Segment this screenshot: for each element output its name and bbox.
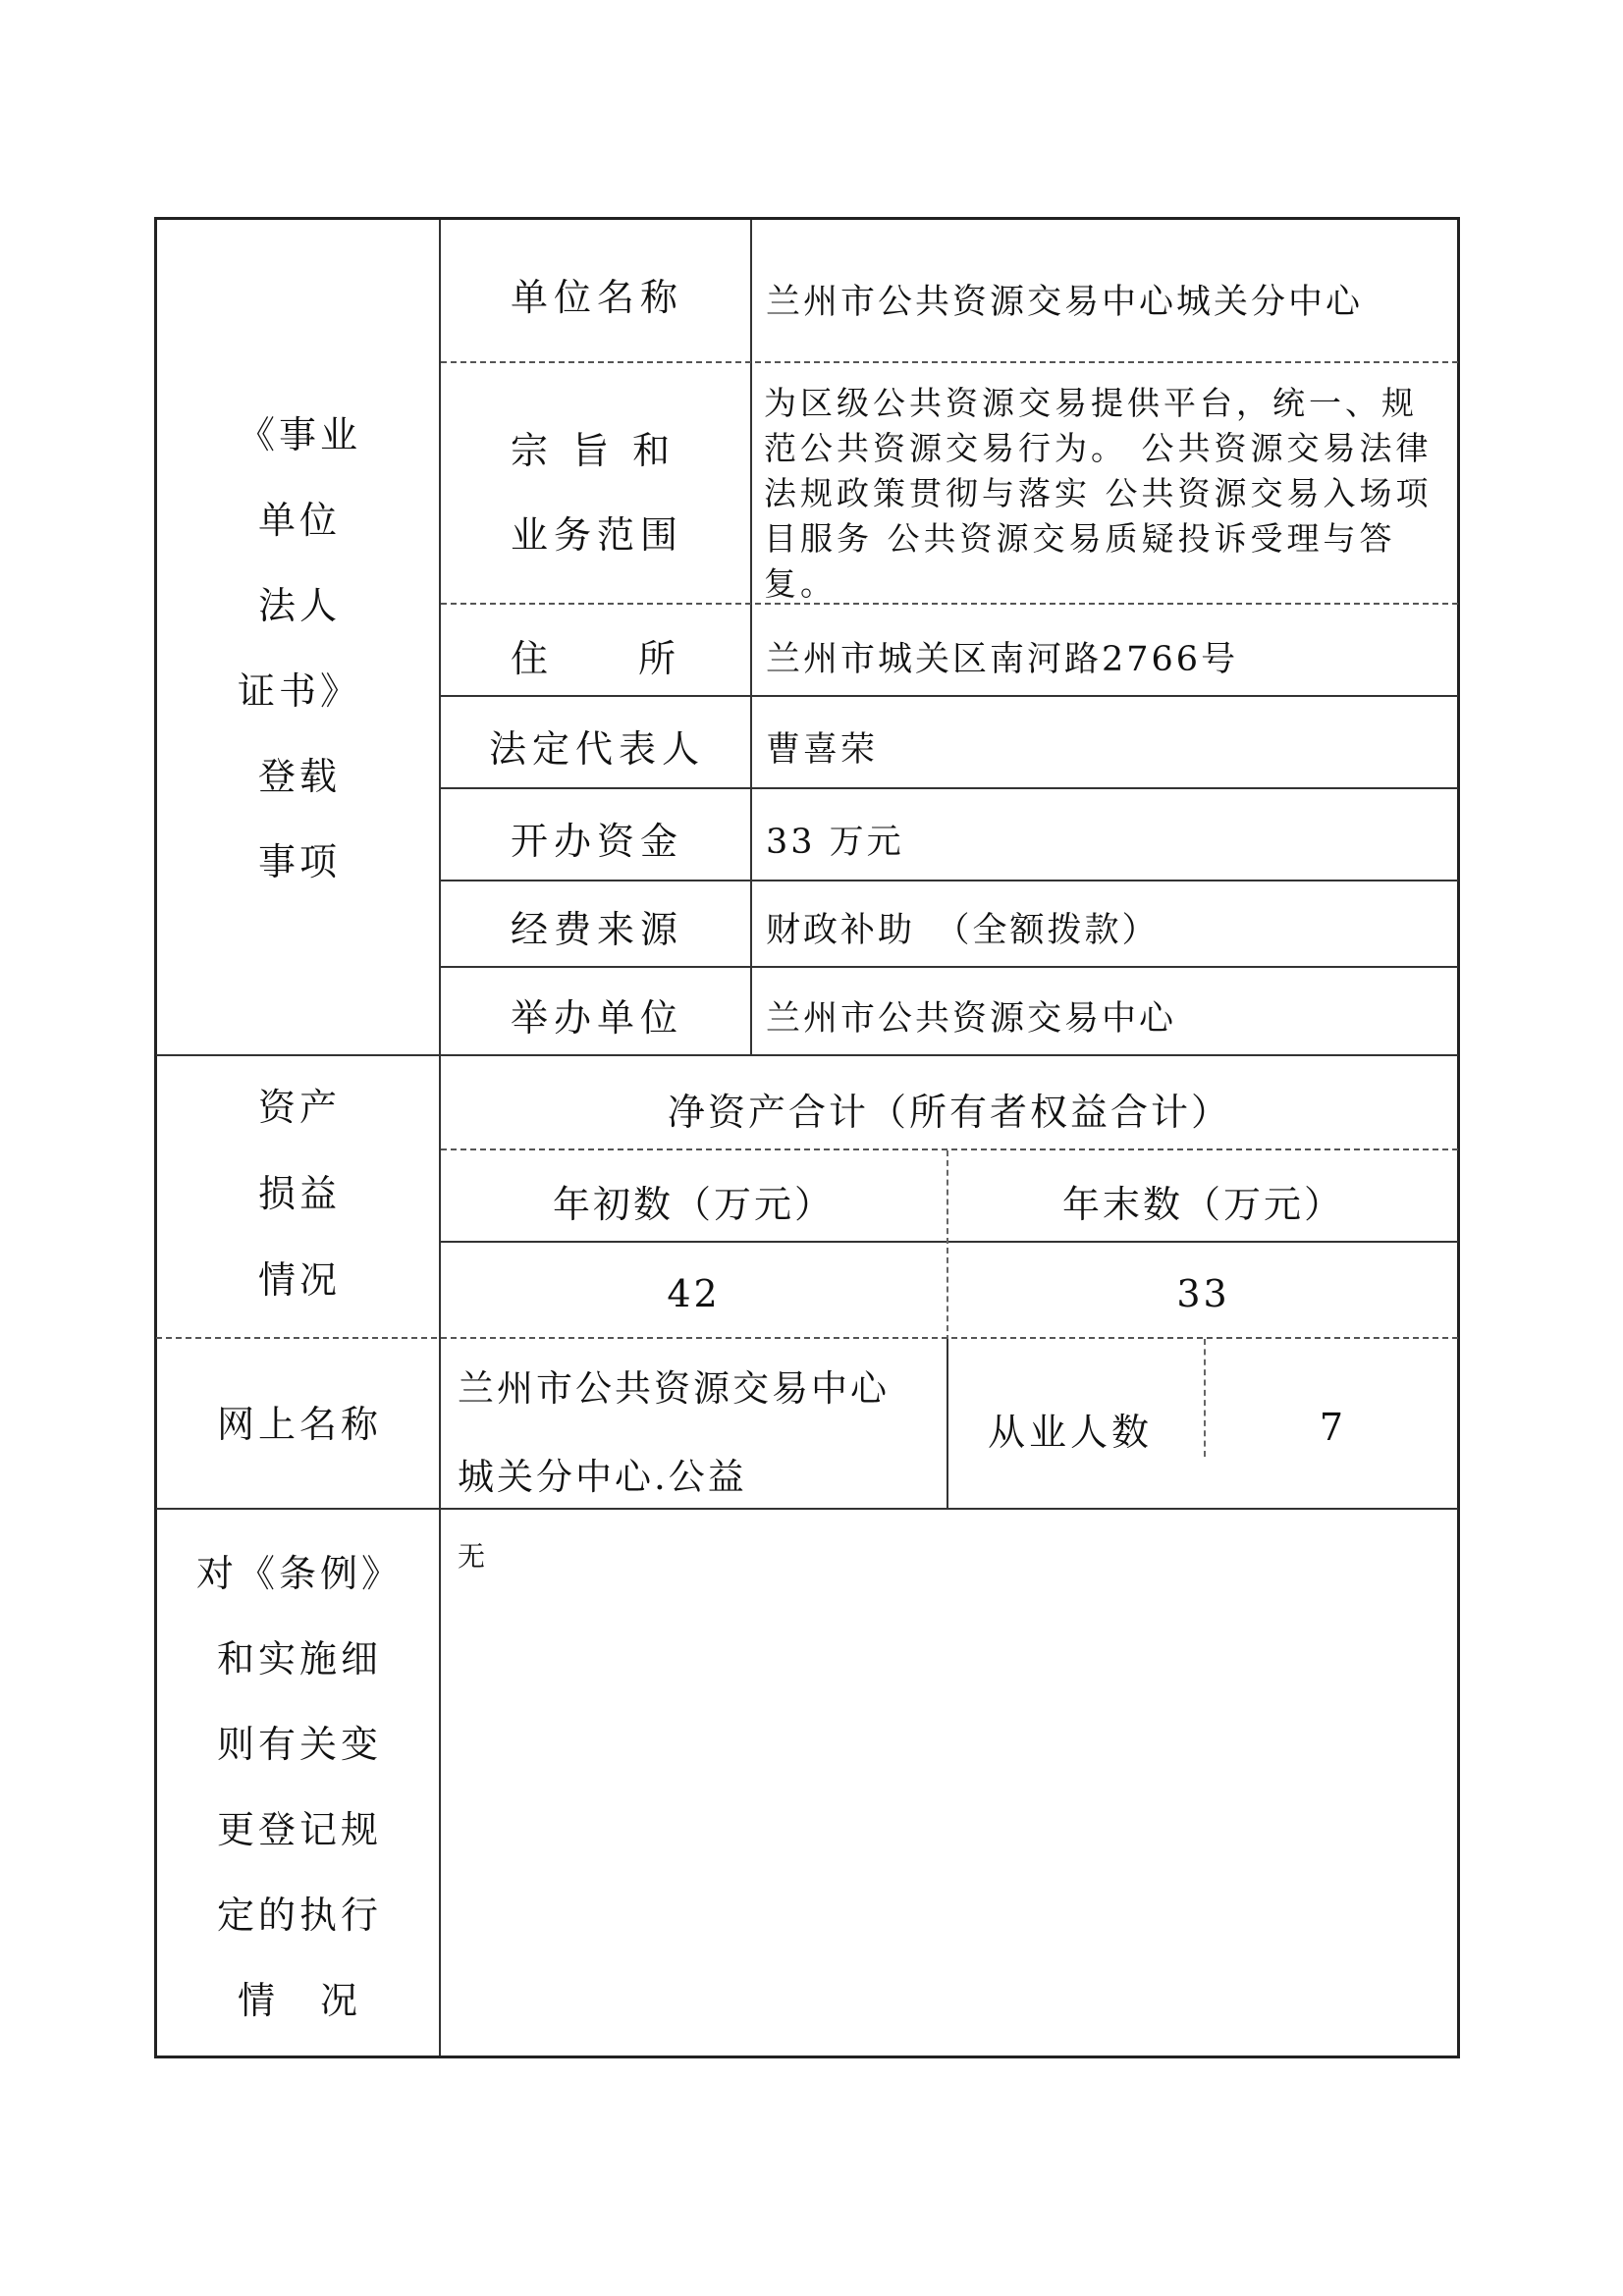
staff-column-divider	[1204, 1339, 1206, 1457]
sponsor-value: 兰州市公共资源交易中心	[766, 999, 1177, 1039]
row-divider	[441, 695, 1458, 697]
section-divider	[156, 1508, 1458, 1510]
purpose-value: 为区级公共资源交易提供平台，统一、规范公共资源交易行为。 公共资源交易法律法规政策贯彻与落实 公共资源交易入场项目服务 公共资源交易质疑投诉受理与答复。	[764, 384, 1433, 603]
staff-count-value: 7	[1319, 1406, 1347, 1449]
legal-rep-label: 法定代表人	[489, 727, 706, 771]
funding-label: 经费来源	[511, 908, 684, 951]
legal-rep-value: 曹喜荣	[766, 730, 879, 770]
online-column-divider	[947, 1339, 948, 1510]
capital-label: 开办资金	[511, 820, 684, 863]
unit-name-value: 兰州市公共资源交易中心城关分中心	[766, 283, 1364, 322]
end-year-value: 33	[1176, 1272, 1230, 1315]
purpose-label-line1: 宗 旨 和	[511, 429, 676, 472]
row-divider	[441, 1148, 1458, 1150]
row-divider	[441, 966, 1458, 968]
left-column-divider	[439, 220, 441, 2056]
assets-section-label: 资产 损益 情况	[257, 1086, 341, 1302]
unit-name-label: 单位名称	[511, 276, 684, 319]
staff-count-label: 从业人数	[988, 1411, 1154, 1454]
purpose-label-line2: 业务范围	[511, 513, 684, 557]
section-divider	[156, 1337, 1458, 1339]
row-divider	[441, 880, 1458, 881]
sponsor-label: 举办单位	[511, 996, 684, 1040]
address-label-b: 所	[638, 637, 682, 680]
online-name-line1: 兰州市公共资源交易中心	[458, 1367, 890, 1410]
address-value: 兰州市城关区南河路2766号	[766, 640, 1239, 679]
begin-year-label: 年初数（万元）	[552, 1183, 835, 1226]
funding-value: 财政补助 （全额拨款）	[766, 911, 1160, 950]
label-value-divider	[750, 220, 752, 1054]
row-divider	[441, 787, 1458, 789]
end-year-label: 年末数（万元）	[1061, 1183, 1344, 1226]
compliance-value: 无	[458, 1540, 489, 1573]
address-label-a: 住	[511, 637, 555, 680]
net-assets-header: 净资产合计（所有者权益合计）	[667, 1091, 1231, 1134]
row-divider	[441, 1241, 1458, 1243]
registration-section-label: 《事业 单位 法人 证书》 登载 事项	[237, 413, 361, 883]
row-divider	[441, 361, 1458, 363]
online-name-label: 网上名称	[216, 1403, 382, 1446]
begin-year-value: 42	[667, 1272, 721, 1315]
capital-value: 33 万元	[766, 823, 904, 862]
compliance-section-label: 对《条例》 和实施细 则有关变 更登记规 定的执行 情 况	[195, 1552, 403, 2022]
section-divider	[156, 1054, 1458, 1056]
online-name-line2: 城关分中心.公益	[458, 1456, 747, 1498]
